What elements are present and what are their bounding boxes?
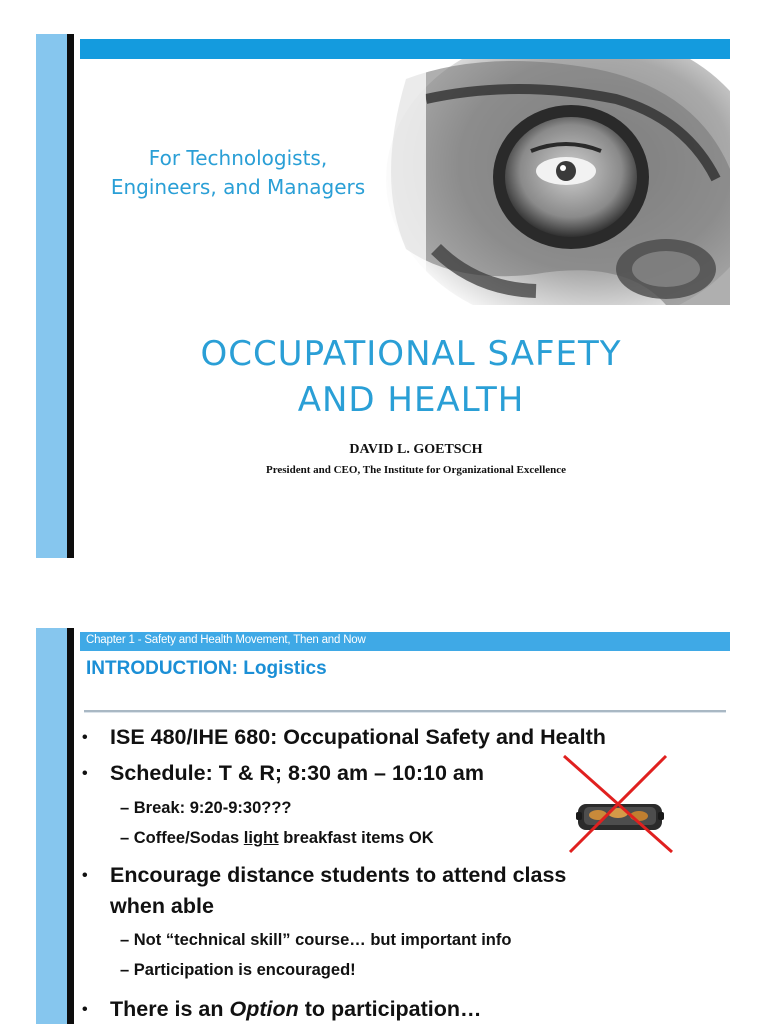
- intro-slide: Chapter 1 - Safety and Health Movement, Then and Now INTRODUCTION: Logistics • ISE 480/IHE 680: Occupational Safety and Health • Schedule: T & R; 8:30 am – 10:10 am – Break: 9:20-9:30??? – Coffee/Sodas light breakfast items OK • Encourage distance students to attend class when able – Not “technical skill” course… but important info – Participation is encouraged! • There is an Option to participation…: [36, 628, 730, 1024]
- slide-title: INTRODUCTION: Logistics: [86, 658, 327, 679]
- book-title-line-2: AND HEALTH: [297, 380, 525, 420]
- title-slide: [36, 34, 730, 558]
- author-affiliation: President and CEO, The Institute for Organizational Excellence: [265, 464, 567, 476]
- light-emphasis: light: [243, 829, 279, 847]
- book-subtitle: [88, 144, 388, 202]
- gas-mask-photo: [366, 59, 730, 305]
- book-title-line-1: OCCUPATIONAL SAFETY: [200, 334, 622, 374]
- chapter-label: Chapter 1 - Safety and Health Movement, Then and Now: [86, 634, 366, 646]
- bullet-dot: •: [82, 765, 88, 782]
- slide-side-bar: [36, 628, 67, 1024]
- subtitle-line-1: For Technologists,: [148, 146, 328, 170]
- bullet-dot: •: [82, 867, 88, 884]
- subbullet-coffee: – Coffee/Sodas light breakfast items OK: [120, 829, 434, 847]
- slide-side-bar: [36, 34, 67, 558]
- subbullet-not-technical: – Not “technical skill” course… but important info: [120, 931, 512, 949]
- slide-top-band: [80, 39, 730, 59]
- slide-side-rule: [67, 34, 74, 558]
- title-divider: [84, 710, 726, 713]
- subtitle-line-2: Engineers, and Managers: [110, 175, 366, 199]
- bullet-dot: •: [82, 729, 88, 746]
- author-name: DAVID L. GOETSCH: [349, 442, 483, 457]
- subbullet-participation: – Participation is encouraged!: [120, 961, 356, 979]
- subbullet-break: – Break: 9:20-9:30???: [120, 799, 292, 817]
- slide-side-rule: [67, 628, 74, 1024]
- red-x-mark: [556, 752, 680, 856]
- option-emphasis: Option: [229, 997, 299, 1021]
- bullet-dot: •: [82, 1001, 88, 1018]
